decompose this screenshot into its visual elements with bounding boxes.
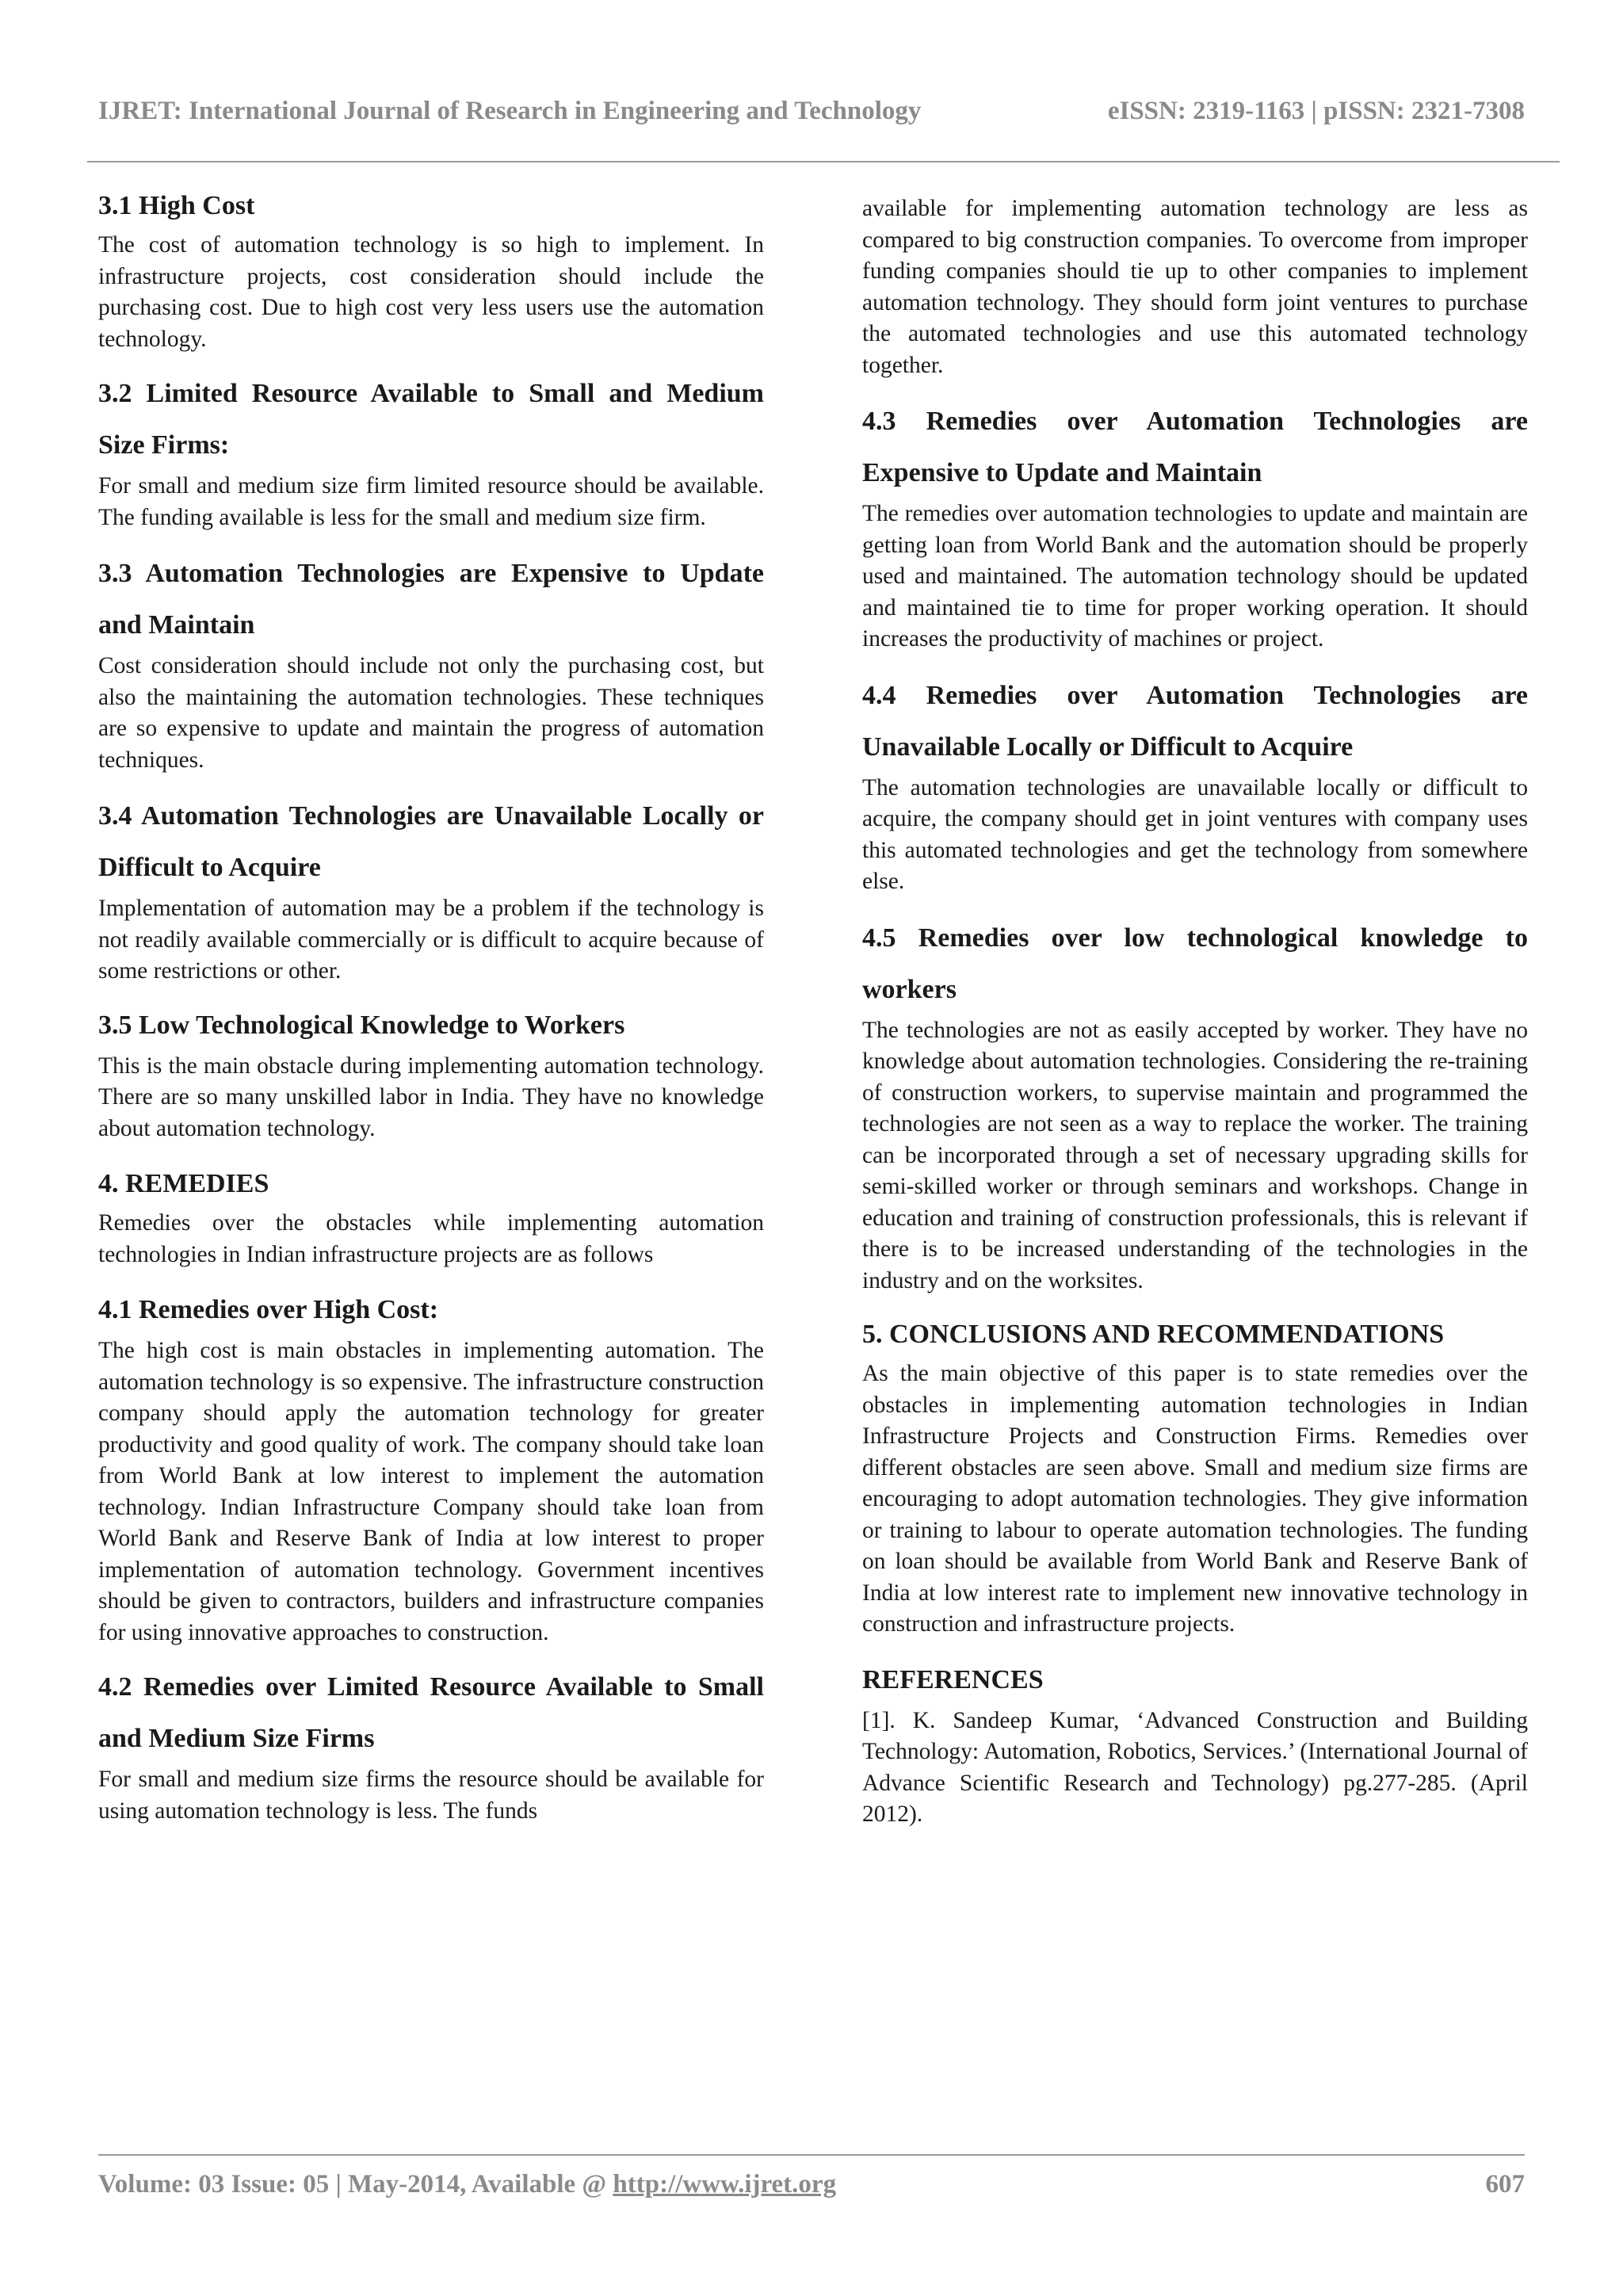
- section-3-3-text: Cost consideration should include not only the purchasing cost, but also the maintaining the automation technologies. These techniques are so expensive to update and maintain the progress of automation techniques.: [98, 653, 764, 773]
- section-4-4-text: The automation technologies are unavailable locally or difficult to acquire, the company should get in joint ventures with company uses this automated technologies and get the technology from somewhere else.: [862, 774, 1528, 894]
- left-column: [98, 190, 764, 1827]
- section-4-3-heading: 4.3 Remedies over Automation Technologies are Expensive to Update and Maintain: [862, 407, 1528, 487]
- section-5-heading: 5. CONCLUSIONS AND RECOMMENDATIONS: [862, 1320, 1445, 1349]
- section-4-1-heading: 4.1 Remedies over High Cost:: [98, 1295, 439, 1324]
- section-3-2-text: For small and medium size firm limited resource should be available. The funding available is less for the small and medium size firm.: [98, 473, 764, 530]
- right-column: [862, 193, 1528, 1831]
- section-3-1-heading: 3.1 High Cost: [98, 191, 255, 220]
- section-4-5-heading: 4.5 Remedies over low technological knowledge to workers: [862, 923, 1528, 1004]
- section-3-5-heading: 3.5 Low Technological Knowledge to Workers: [98, 1010, 625, 1040]
- journal-name: IJRET: International Journal of Research in Engineering and Technology: [98, 97, 922, 125]
- section-4-2-text: For small and medium size firms the resource should be available for using automation technology is less. The funds: [98, 1767, 764, 1824]
- section-4-1-text: The high cost is main obstacles in implementing automation. The automation technology is so expensive. The infrastructure construction company should apply the automation technology for greater productivity and good quality of work. The company should take loan from World Bank at low interest to implement the automation technology. Indian Infrastructure Company should take loan from World Bank and Reserve Bank of India at low interest to proper implementation of automation technology. Government incentives should be given to contractors, builders and infrastructure companies for using innovative approaches to construction.: [98, 1338, 764, 1645]
- section-4-2-continued-text: available for implementing automation technology are less as compared to big construction companies. To overcome from improper funding companies should tie up to other companies to implement automation technology. They should form joint ventures to purchase the automated technologies and use this automated technology together.: [862, 196, 1528, 378]
- journal-url-link[interactable]: http://www.ijret.org: [613, 2170, 837, 2199]
- section-3-5-text: This is the main obstacle during implementing automation technology. There are so many unskilled labor in India. They have no knowledge about automation technology.: [98, 1052, 764, 1141]
- volume-info: [98, 2170, 836, 2199]
- section-4-3-text: The remedies over automation technologies to update and maintain are getting loan from World Bank and the automation should be properly used and maintained. The automation technology should be updated and maintained tie to time for proper working operation. It should increases the productivity of machines or project.: [862, 501, 1528, 651]
- section-3-4-text: Implementation of automation may be a problem if the technology is not readily available commercially or is difficult to acquire because of some restrictions or other.: [98, 896, 764, 984]
- section-3-4-heading: 3.4 Automation Technologies are Unavailable Locally or Difficult to Acquire: [98, 801, 764, 882]
- section-3-3-heading: 3.3 Automation Technologies are Expensive to Update and Maintain: [98, 559, 764, 640]
- section-3-1-text: The cost of automation technology is so high to implement. In infrastructure projects, cost consideration should include the purchasing cost. Due to high cost very less users use the automation technology.: [98, 232, 764, 352]
- section-4-heading: 4. REMEDIES: [98, 1169, 269, 1198]
- page-number: 607: [1485, 2170, 1525, 2199]
- section-4-text: Remedies over the obstacles while implementing automation technologies in Indian infrastructure projects are as follows: [98, 1210, 764, 1267]
- footer-divider: [98, 2154, 1525, 2156]
- section-4-5-text: The technologies are not as easily accepted by worker. They have no knowledge about automation technologies. Considering the re-training of construction workers, to supervise maintain and programmed the technologies are not seen as a way to replace the worker. The training can be incorporated through a set of necessary upgrading skills for semi-skilled worker or through seminars and workshops. Change in education and training of construction professionals, this is relevant if there is to be increased understanding of the technologies in the industry and on the worksites.: [862, 1017, 1528, 1293]
- volume-text: Volume: 03 Issue: 05 | May-2014, Available @: [98, 2170, 613, 2199]
- section-5-text: As the main objective of this paper is to state remedies over the obstacles in implementing automation technologies in Indian Infrastructure Projects and Construction Firms. Remedies over different obstacles are seen above. Small and medium size firms are encouraging to adopt automation technologies. They give information or training to labour to operate automation technologies. The funding on loan should be available from World Bank and Reserve Bank of India at low interest rate to implement new innovative technology in construction and infrastructure projects.: [862, 1361, 1528, 1637]
- references-heading: REFERENCES: [862, 1664, 1044, 1694]
- running-footer: [98, 2170, 1525, 2199]
- issn-info: eISSN: 2319-1163 | pISSN: 2321-7308: [1107, 97, 1525, 125]
- running-header: [98, 97, 1525, 126]
- section-4-2-heading: 4.2 Remedies over Limited Resource Available to Small and Medium Size Firms: [98, 1672, 764, 1753]
- section-4-4-heading: 4.4 Remedies over Automation Technologies are Unavailable Locally or Difficult to Acquire: [862, 680, 1528, 762]
- section-3-2-heading: 3.2 Limited Resource Available to Small and Medium Size Firms:: [98, 379, 764, 460]
- header-divider: [87, 161, 1560, 162]
- reference-1: [1]. K. Sandeep Kumar, ‘Advanced Construction and Building Technology: Automation, Robotics, Services.’ (International Journal of Advance Scientific Research and Technology) pg.277-285. (April 2012).: [862, 1707, 1528, 1827]
